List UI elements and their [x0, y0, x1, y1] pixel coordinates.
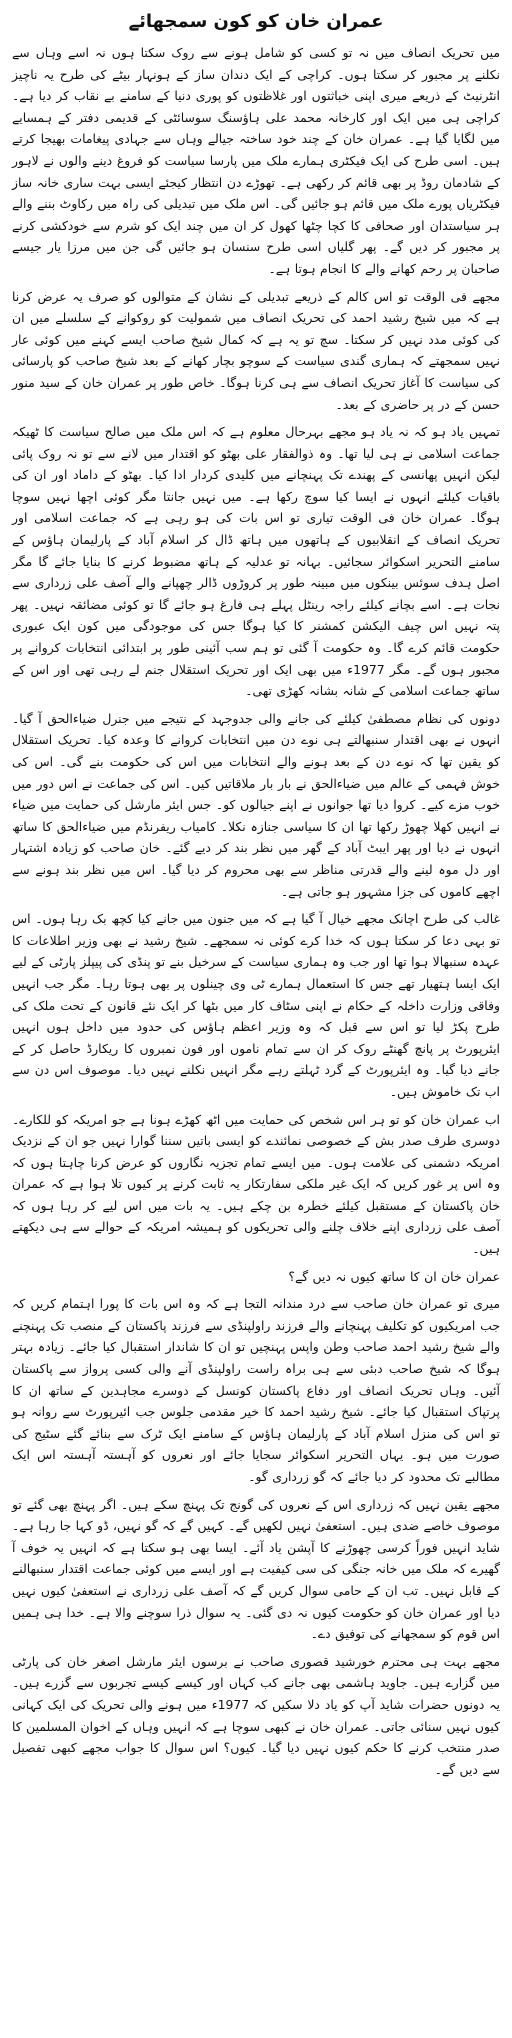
article-paragraph: غالب کی طرح اچانک مجھے خیال آ گیا ہے کہ میں جنون میں جانے کیا کچھ بک رہا ہوں۔ اس تو بہی دعا کر سکتا ہوں کہ خدا کرے کوئی نہ سمجھے۔ شیخ رشید نے بھی وزیر اطلاعات کا عہدہ سنبھالا ہوا تھا اور جب وہ ہماری سیاست کے سرخیل بنے تو پنڈی کی پیپلز پارٹی کے لیے ایک ایسا ہتھیار تھے جس کا استعمال ہمارے ٹی وی چینلوں پر بھی ہوتا رہا۔ مگر جب انہیں وفاقی وزارت داخلہ کے حکام نے اپنی سٹاف کار میں بٹھا کر ایک نئے قانون کے تحت ملک کی طرح پکڑ لیا تو اس سے قبل کہ وہ وزیر اعظم ہاؤس کی حدود میں داخل ہوں انہیں ایئرپورٹ پر پانچ گھنٹے روک کر ان سے تمام ناموں اور فون نمبروں کا ریکارڈ حاصل کر کے جانے دیا گیا۔ وہ ایئرپورٹ کے گرد ٹہلتے رہے مگر انہیں نکلنے نہیں دیا۔ موصوف اس دن سے اب تک خاموش ہیں۔: [12, 911, 500, 1099]
article-paragraph: میری تو عمران خان صاحب سے درد مندانہ التجا ہے کہ وہ اس بات کا پورا اہتمام کریں کہ جب امریکیوں کو تکلیف پہنچانے والے فرزند راولپنڈی سے فرزند پاکستان کے منصب تک پہنچنے والے شیخ رشید احمد صاحب وطن واپس پہنچیں تو ان کا شاندار استقبال کیا جائے۔ زیادہ بہتر ہوگا کہ شیخ صاحب دبئی سے ہی براہ راست راولپنڈی آنے والی کسی پرواز سے پاکستان آئیں۔ وہاں تحریک انصاف اور دفاع پاکستان کونسل کے دوسرے مجاہدین کے ساتھ ان کا پرتپاک استقبال کیا جائے۔ شیخ رشید احمد کا خیر مقدمی جلوس جب ائیرپورٹ سے روانہ ہو تو اس کی منزل اسلام آباد کے پارلیمان ہاؤس کے سامنے ایک ٹرک سے بنائے گئے سٹیج کی صورت میں ہو۔ یہاں التحریر اسکوائر سجایا جائے اور نعروں کو آہستہ آہستہ اس ایک مطالبے تک محدود کر دیا جائے کہ گو زرداری گو۔: [12, 1296, 500, 1484]
article-paragraph: عمران خان ان کا ساتھ کیوں نہ دیں گے؟: [288, 1268, 500, 1284]
article-paragraph: اب عمران خان کو تو ہر اس شخص کی حمایت میں اٹھ کھڑے ہونا ہے جو امریکہ کو للکارے۔ دوسری طرف صدر بش کے خصوصی نمائندے کو ایسی باتیں سننا گوارا نہیں جو ان کے نزدیک امریکہ دشمنی کی علامت ہوں۔ میں ایسے تمام تجزیہ نگاروں کو عرض کرنا چاہتا ہوں کہ وہ اس پر غور کریں کہ ایک غیر ملکی سفارتکار یہ ثابت کرنے پر کیوں تلا ہوا ہے کہ عمران خان پاکستان کے مستقبل کیلئے خطرہ بن چکے ہیں۔ یہ بات میں اس لیے کر رہا ہوں کہ آصف علی زرداری اپنے خلاف چلنے والی تحریکوں کو ہمیشہ امریکہ کے حوالے سے ہی دیکھتے ہیں۔: [12, 1111, 500, 1257]
article-paragraph: میں تحریک انصاف میں نہ تو کسی کو شامل ہونے سے روک سکتا ہوں نہ اسے وہاں سے نکلنے پر مجبور کر سکتا ہوں۔ کراچی کے ایک دندان ساز کے ہونہار بیٹے کی طرح یہ ناچیز انٹرنیٹ کے ذریعے میری اپنی خباثتوں اور غلاظتوں کو پوری دنیا کے سامنے بے نقاب کر دیا ہے۔ کراچی ہی میں ایک اور کارخانہ محمد علی ہاؤسنگ سوسائٹی کے قدیمی دفتر کے ہمسایے میں لگایا گیا ہے۔ عمران خان کے چند خود ساختہ جیالے وہاں سے جہادی پیغامات بھیجا کرتے ہیں۔ اسی طرح کی ایک فیکٹری ہمارے ملک میں پارسا سیاست کو فروغ دینے والوں نے لاہور کے شادمان روڈ پر بھی قائم کر رکھی ہے۔ تھوڑے دن انتظار کیجئے ایسی بہت ساری خانہ ساز فیکٹریاں پورے ملک میں قائم ہو جائیں گی۔ اس ملک میں تبدیلی کی راہ میں رکاوٹ بننے والے ہر سیاستدان اور صحافی کا کچا چٹھا کھول کر ان میں چند ایک کو شرم سے خودکشی کرنے پر مجبور کر دیں گے۔ پھر گلیاں اسی طرح سنسان ہو جائیں گی جن میں مرزا یار جیسے صاحبان پر رحم کھانے والے کا انجام ہوتا ہے۔: [12, 45, 500, 276]
article-headline: عمران خان کو کون سمجھائے: [128, 11, 384, 32]
article-paragraph: تمہیں یاد ہو کہ نہ یاد ہو مجھے بہرحال معلوم ہے کہ اس ملک میں صالح سیاست کا ٹھیکہ جماعت اسلامی نے ہی لیا تھا۔ وہ ذوالفقار علی بھٹو کو اقتدار میں لانے سے تو نہ روک پائی لیکن انہیں پھانسی کے پھندے تک پہنچانے میں کلیدی کردار ادا کیا۔ بھٹو کے داماد اور ان کی باقیات کیلئے انہوں نے ایسا کیا سوچ رکھا ہے۔ میں نہیں جانتا مگر کوئی اچھا نہیں سوچا ہوگا۔ عمران خان فی الوقت تیاری تو اس بات کی ہو رہی ہے کہ جماعت اسلامی اور تحریک انصاف کے انقلابیوں کے ہاتھوں میں ہاتھ ڈال کر اسلام آباد کے پارلیمان ہاؤس کے سامنے التحریر اسکوائر سجائیں۔ بہانہ تو عدلیہ کے ہاتھ مضبوط کرنے کا بنایا جائے گا مگر اصل ہدف سوئس بینکوں میں مبینہ طور پر کروڑوں ڈالر چھپانے والے آصف علی زرداری سے نجات ہے۔ اسے بچانے کیلئے راجہ رینٹل پہلے ہی فارغ ہو جائے گا تو کوئی مضائقہ نہیں۔ پھر پتہ نہیں اس چیف الیکشن کمشنر کا کیا ہوگا جس کی موجودگی میں کون ایک عبوری حکومت قائم کرے گا۔ وہ حکومت آ گئی تو ہم سب آئینی طور پر ابتدائی انتخابات کروانے پر مجبور ہوں گے۔ مگر 1977ء میں بھی ایک اور تحریک استقلال جنم لے رہی تھی اور اس کے ساتھ جماعت اسلامی کے شانہ بشانہ کھڑی تھی۔: [12, 424, 500, 699]
article-paragraph: دونوں کی نظام مصطفیٰ کیلئے کی جانے والی جدوجہد کے نتیجے میں جنرل ضیاءالحق آ گیا۔ انہوں نے بھی اقتدار سنبھالتے ہی نوے دن میں انتخابات کروانے کا وعدہ کیا۔ تحریک استقلال کو یقین تھا کہ نوے دن کے بعد ہونے والے انتخابات میں اس کی حکومت بنے گی۔ اس کی خوش فہمی کے عالم میں ضیاءالحق نے بار بار ملاقاتیں کیں۔ اس کی جماعت نے اس دور میں خوب مزے کیے۔ کروا دیا تھا جوانوں نے اپنے جیالوں کو۔ جس ایئر مارشل کی حمایت میں ضیاء نے انہیں کھلا چھوڑ رکھا تھا ان کا سیاسی جنازہ نکلا۔ کامیاب ریفرنڈم میں ضیاءالحق کا ساتھ انہوں نے دیا اور پھر ایبٹ آباد کے گھر میں نظر بند کر دیے گئے۔ خان صاحب کو زیادہ اشتہار اور دل موہ لینے والے قدرتی مناظر سے بھی محروم کر دیا گیا۔ اس میں نظر بند ہونے سے اچھے کاموں کی جزا مشہور ہو جاتی ہے۔: [12, 710, 500, 899]
article-paragraph: مجھے بہت ہی محترم خورشید قصوری صاحب نے برسوں ایئر مارشل اصغر خان کی پارٹی میں گزارے ہیں۔ جاوید ہاشمی بھی جانے کب کہاں اور کیسے کیسے تجربوں سے گزرے ہیں۔ یہ دونوں حضرات شاید آپ کو یاد دلا سکیں کہ 1977ء میں ہونے والی تحریک کی ایک کہانی کیوں نہیں سنائی جاتی۔ عمران خان نے کبھی سوچا ہے کہ انہیں وہاں کے اخوان المسلمین کا صدر منتخب کرنے کا حکم کیوں نہیں دیا گیا۔ کیوں؟ اس سوال کا جواب مجھے کبھی تفصیل سے دیں گے۔: [12, 1653, 500, 1777]
article-paragraph: مجھے فی الوقت تو اس کالم کے ذریعے تبدیلی کے نشان کے متوالوں کو صرف یہ عرض کرنا ہے کہ میں شیخ رشید احمد کی تحریک انصاف میں شمولیت کو روکوانے کے سلسلے میں ان کی کوئی مدد نہیں کر سکتا۔ سچ تو یہ ہے کہ کمال شیخ صاحب ایسے کہنے میں کوئی عار نہیں سمجھتے کہ ہماری گندی سیاست کے سوچو بچار کھانے کے بعد شیخ صاحب کو پارسائی کی سیاست کا آغاز تحریک انصاف سے ہی کرنا ہوگا۔ خاص طور پر عمران خان کے سید منور حسن کے در پر حاضری کے بعد۔: [12, 288, 500, 412]
article-paragraph: مجھے یقین نہیں کہ زرداری اس کے نعروں کی گونج تک پہنچ سکے ہیں۔ اگر پہنچ بھی گئے تو موصوف خاصے ضدی ہیں۔ استعفیٰ نہیں لکھیں گے۔ کہیں گے کہ گو نہیں، ڈو کہا جا رہا ہے۔ شاید انہیں فوراً کرسی چھوڑنے کا آپشن یاد آئے۔ ایسا بھی ہو سکتا ہے کہ انہیں یہ خوف آ گھیرے کہ ملک میں خانہ جنگی کی سی کیفیت ہے اور ایسے میں کوئی جماعت اقتدار سنبھالنے کے قابل نہیں۔ تب ان کے حامی سوال کریں گے کہ آصف علی زرداری نے استعفیٰ کیوں نہیں دیا اور عمران خان کو حکومت کیوں نہ دی گئی۔ یہ سوال ذرا سوچنے والا ہے۔ خدا ہی ہمیں اس قوم کو سمجھانے کی توفیق دے۔: [12, 1496, 500, 1642]
article-body: [12, 42, 500, 1780]
